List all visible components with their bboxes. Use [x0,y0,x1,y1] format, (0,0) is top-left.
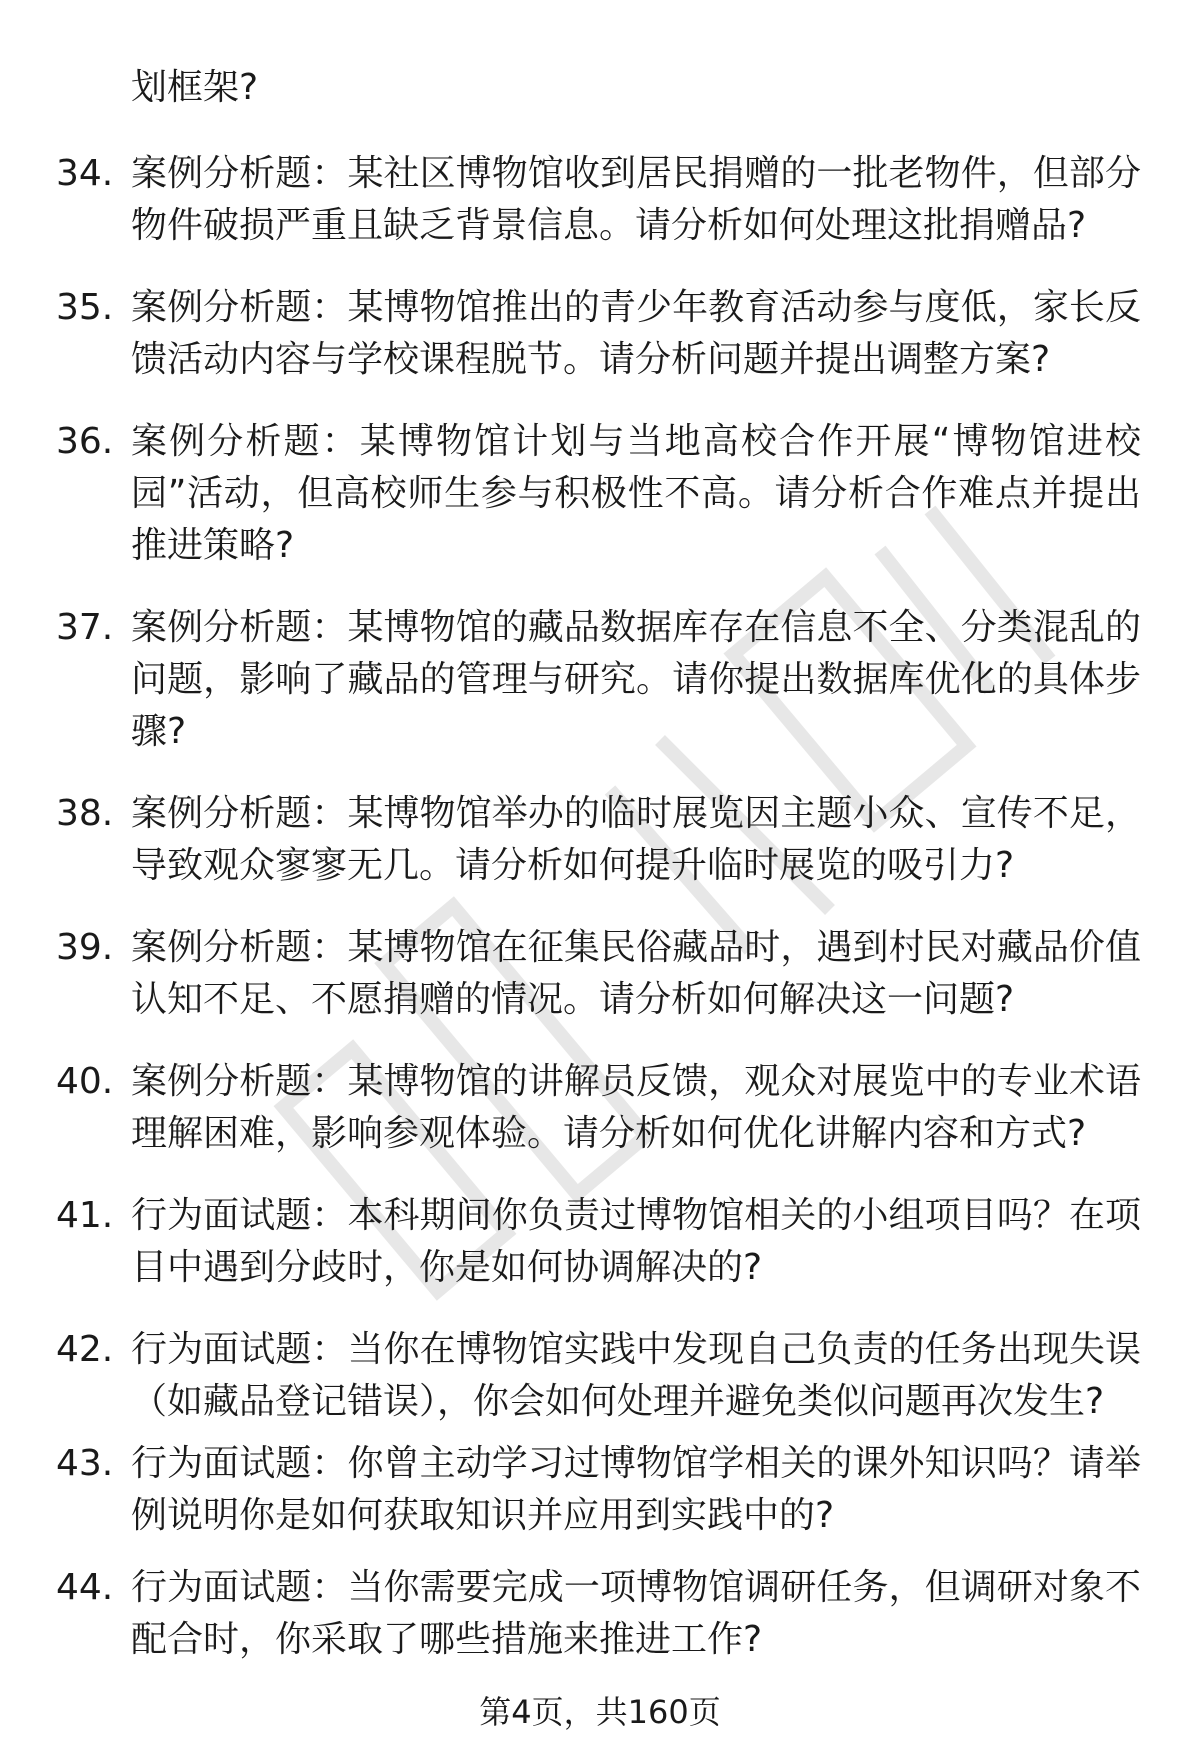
question-number: 39. [56,927,114,968]
question-text: 案例分析题：某博物馆在征集民俗藏品时，遇到村民对藏品价值认知不足、不愿捐赠的情况。请分析如何解决这一问题? [131,927,1141,1020]
question-number: 43. [56,1443,114,1484]
question-number: 38. [56,793,114,834]
question-number: 37. [56,607,114,648]
question-number: 35. [56,287,114,328]
question-text: 行为面试题：当你在博物馆实践中发现自己负责的任务出现失误（如藏品登记错误），你会如何处理并避免类似问题再次发生? [131,1329,1141,1422]
continuation-text: 划框架? [131,67,259,108]
question-number: 40. [56,1061,114,1102]
question-number: 44. [56,1567,114,1608]
question-text: 行为面试题：本科期间你负责过博物馆相关的小组项目吗？在项目中遇到分歧时，你是如何协调解决的? [131,1195,1141,1288]
question-text: 案例分析题：某社区博物馆收到居民捐赠的一批老物件，但部分物件破损严重且缺乏背景信息。请分析如何处理这批捐赠品? [131,153,1141,246]
question-number: 36. [56,421,114,462]
question-text: 行为面试题：你曾主动学习过博物馆学相关的课外知识吗？请举例说明你是如何获取知识并应用到实践中的? [131,1443,1141,1536]
question-number: 34. [56,153,114,194]
question-text: 行为面试题：当你需要完成一项博物馆调研任务，但调研对象不配合时，你采取了哪些措施来推进工作? [131,1567,1141,1660]
question-text: 案例分析题：某博物馆推出的青少年教育活动参与度低，家长反馈活动内容与学校课程脱节。请分析问题并提出调整方案? [131,287,1141,380]
question-number: 42. [56,1329,114,1370]
question-number: 41. [56,1195,114,1236]
question-text: 案例分析题：某博物馆计划与当地高校合作开展“博物馆进校园”活动，但高校师生参与积极性不高。请分析合作难点并提出推进策略? [131,421,1141,566]
question-text: 案例分析题：某博物馆的讲解员反馈，观众对展览中的专业术语理解困难，影响参观体验。请分析如何优化讲解内容和方式? [131,1061,1141,1154]
page-footer: 第4页，共160页 [479,1693,721,1731]
question-text: 案例分析题：某博物馆举办的临时展览因主题小众、宣传不足，导致观众寥寥无几。请分析如何提升临时展览的吸引力? [131,793,1141,886]
question-text: 案例分析题：某博物馆的藏品数据库存在信息不全、分类混乱的问题，影响了藏品的管理与研究。请你提出数据库优化的具体步骤? [131,607,1141,752]
